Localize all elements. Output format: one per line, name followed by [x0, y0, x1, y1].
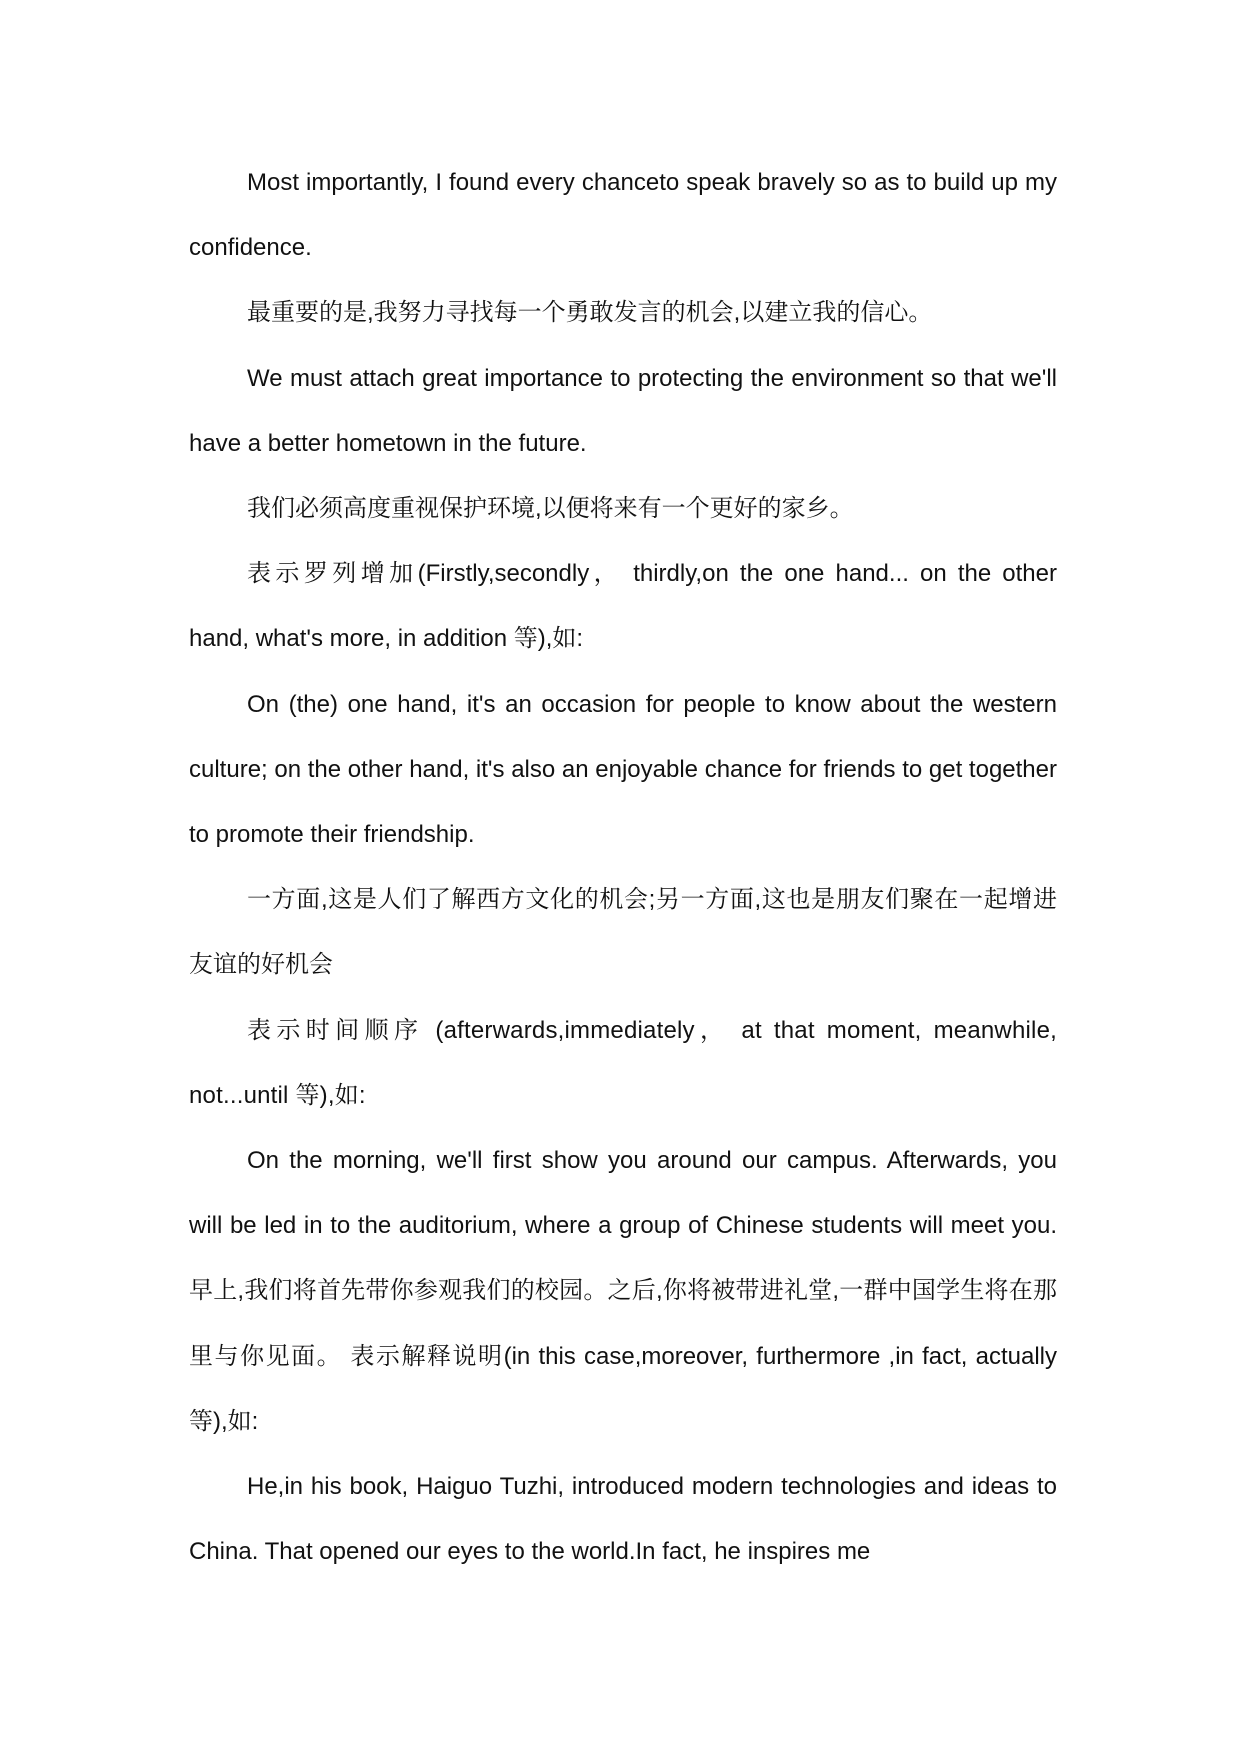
document-body: [189, 150, 1057, 1584]
paragraph-haiguo-tuzhi: He,in his book, Haiguo Tuzhi, introduced modern technologies and ideas to China. That opened our eyes to the world.In fact, he inspires me: [189, 1473, 1057, 1566]
paragraph-campus-tour: On the morning, we'll first show you around our campus. Afterwards, you will be led in to the auditorium, where a group of Chinese students will meet you.早上,我们将首先带你参观我们的校园。之后,你将被带进礼堂,一群中国学生将在那里与你见面。 表示解释说明(in this case,moreover, furthermore ,in fact, actually 等),如:: [189, 1147, 1057, 1435]
paragraph-one-hand-en: On (the) one hand, it's an occasion for people to know about the western culture; on the other hand, it's also an enjoyable chance for friends to get together to promote their friendship.: [189, 690, 1057, 849]
paragraph-confidence-zh: 最重要的是,我努力寻找每一个勇敢发言的机会,以建立我的信心。: [247, 299, 933, 327]
paragraph-one-hand-zh: 一方面,这是人们了解西方文化的机会;另一方面,这也是朋友们聚在一起增进友谊的好机会: [189, 886, 1057, 979]
paragraph-confidence-en: Most importantly, I found every chanceto speak bravely so as to build up my confidence.: [189, 169, 1057, 262]
paragraph-time-order-heading: 表示时间顺序 (afterwards,immediately， at that moment, meanwhile, not...until 等),如:: [189, 1016, 1057, 1109]
paragraph-environment-en: We must attach great importance to protecting the environment so that we'll have a better hometown in the future.: [189, 364, 1057, 457]
paragraph-environment-zh: 我们必须高度重视保护环境,以便将来有一个更好的家乡。: [247, 495, 854, 523]
paragraph-listing-heading: 表示罗列增加(Firstly,secondly， thirdly,on the one hand... on the other hand, what's more, in addition 等),如:: [189, 560, 1057, 653]
